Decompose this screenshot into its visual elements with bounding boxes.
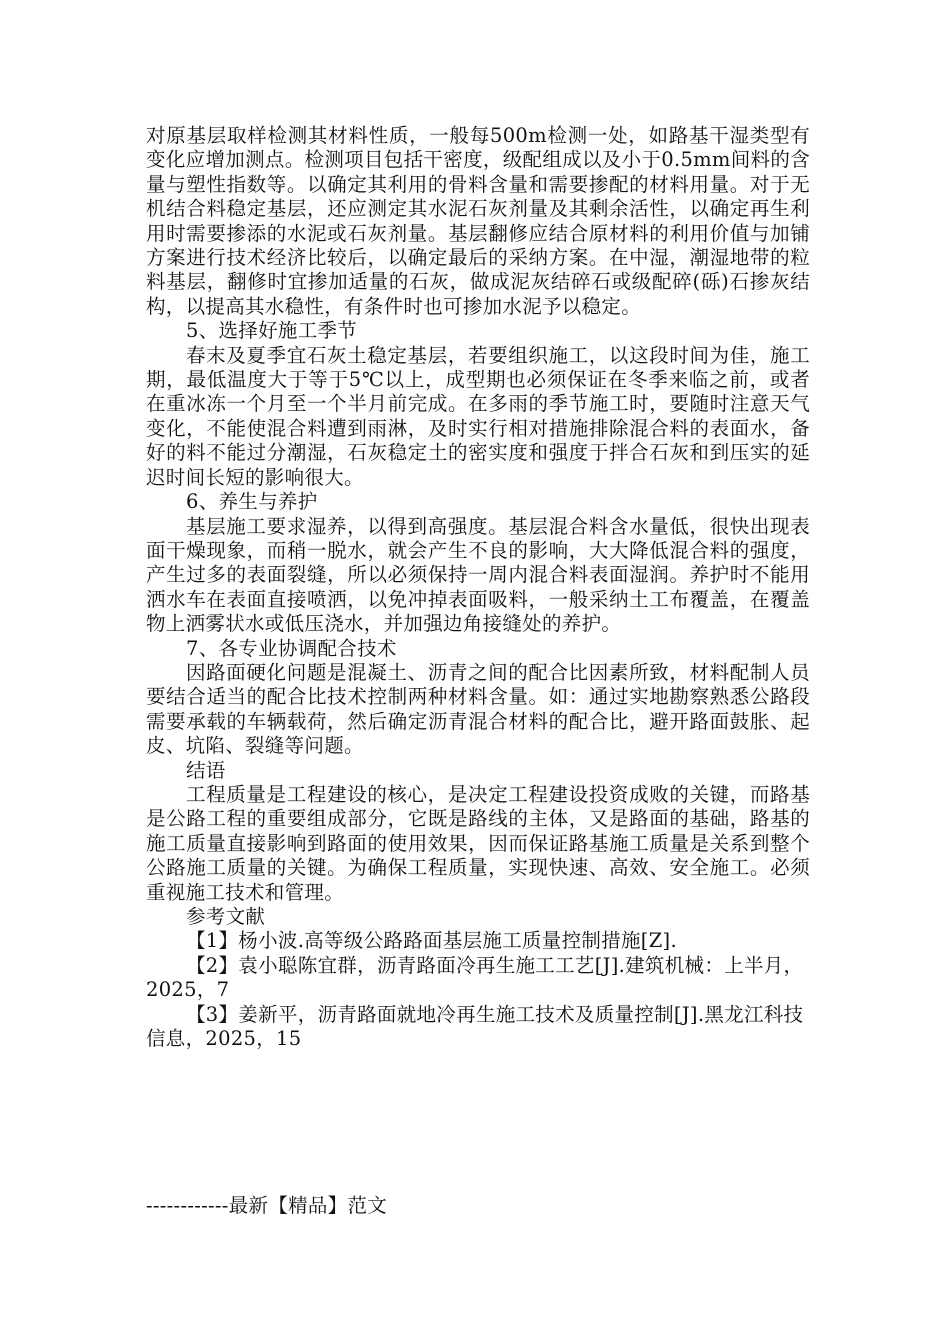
reference-item: 【2】袁小聪陈宜群，沥青路面冷再生施工工艺[J].建筑机械：上半月，2025，7 xyxy=(146,953,804,1002)
reference-item: 【3】姜新平，沥青路面就地冷再生施工技术及质量控制[J].黑龙江科技信息，2025，15 xyxy=(146,1002,804,1051)
section-5-heading: 5、选择好施工季节 xyxy=(186,319,358,343)
conclusion-paragraph: 工程质量是工程建设的核心，是决定工程建设投资成败的关键，而路基是公路工程的重要组成部分，它既是路线的主体，又是路面的基础，路基的施工质量直接影响到路面的使用效果，因而保证路基施工质量是关系到整个公路施工质量的关键。为确保工程质量，实现快速、高效、安全施工。必须重视施工技术和管理。 xyxy=(146,782,810,904)
footer-text: ------------最新【精品】范文 xyxy=(146,1194,388,1217)
reference-item: 【1】杨小波.高等级公路路面基层施工质量控制措施[Z]. xyxy=(186,929,677,953)
section-6-heading: 6、养生与养护 xyxy=(186,490,318,514)
section-6-paragraph: 基层施工要求湿养，以得到高强度。基层混合料含水量低，很快出现表面干燥现象，而稍一脱水，就会产生不良的影响，大大降低混合料的强度，产生过多的表面裂缝，所以必须保持一周内混合料表面湿润。养护时不能用洒水车在表面直接喷洒，以免冲掉表面吸料，一般采纳土工布覆盖，在覆盖物上洒雾状水或低压浇水，并加强边角接缝处的养护。 xyxy=(146,514,810,636)
intro-paragraph: 对原基层取样检测其材料性质，一般每500m检测一处，如路基干湿类型有变化应增加测点。检测项目包括干密度，级配组成以及小于0.5mm间料的含量与塑性指数等。以确定其利用的骨料含量和需要掺配的材料用量。对于无机结合料稳定基层，还应测定其水泥石灰剂量及其剩余活性，以确定再生利用时需要掺添的水泥或石灰剂量。基层翻修应结合原材料的利用价值与加铺方案进行技术经济比较后，以确定最后的采纳方案。在中湿，潮湿地带的粒料基层，翻修时宜掺加适量的石灰，做成泥灰结碎石或级配碎(砾)石掺灰结构，以提高其水稳性，有条件时也可掺加水泥予以稳定。 xyxy=(146,124,810,318)
section-5-paragraph: 春末及夏季宜石灰土稳定基层，若要组织施工，以这段时间为佳，施工期，最低温度大于等于5℃以上，成型期也必须保证在冬季来临之前，或者在重冰冻一个月至一个半月前完成。在多雨的季节施工时，要随时注意天气变化，不能使混合料遭到雨淋，及时实行相对措施排除混合料的表面水，备好的料不能过分潮湿，石灰稳定土的密实度和强度于拌合石灰和到压实的延迟时间长短的影响很大。 xyxy=(146,343,810,489)
conclusion-heading: 结语 xyxy=(186,758,226,782)
section-7-heading: 7、各专业协调配合技术 xyxy=(186,636,397,660)
section-7-paragraph: 因路面硬化问题是混凝土、沥青之间的配合比因素所致，材料配制人员要结合适当的配合比技术控制两种材料含量。如：通过实地勘察熟悉公路段需要承载的车辆载荷，然后确定沥青混合材料的配合比，避开路面鼓胀、起皮、坑陷、裂缝等问题。 xyxy=(146,660,810,758)
references-heading: 参考文献 xyxy=(186,905,266,928)
document-body xyxy=(146,124,810,1051)
